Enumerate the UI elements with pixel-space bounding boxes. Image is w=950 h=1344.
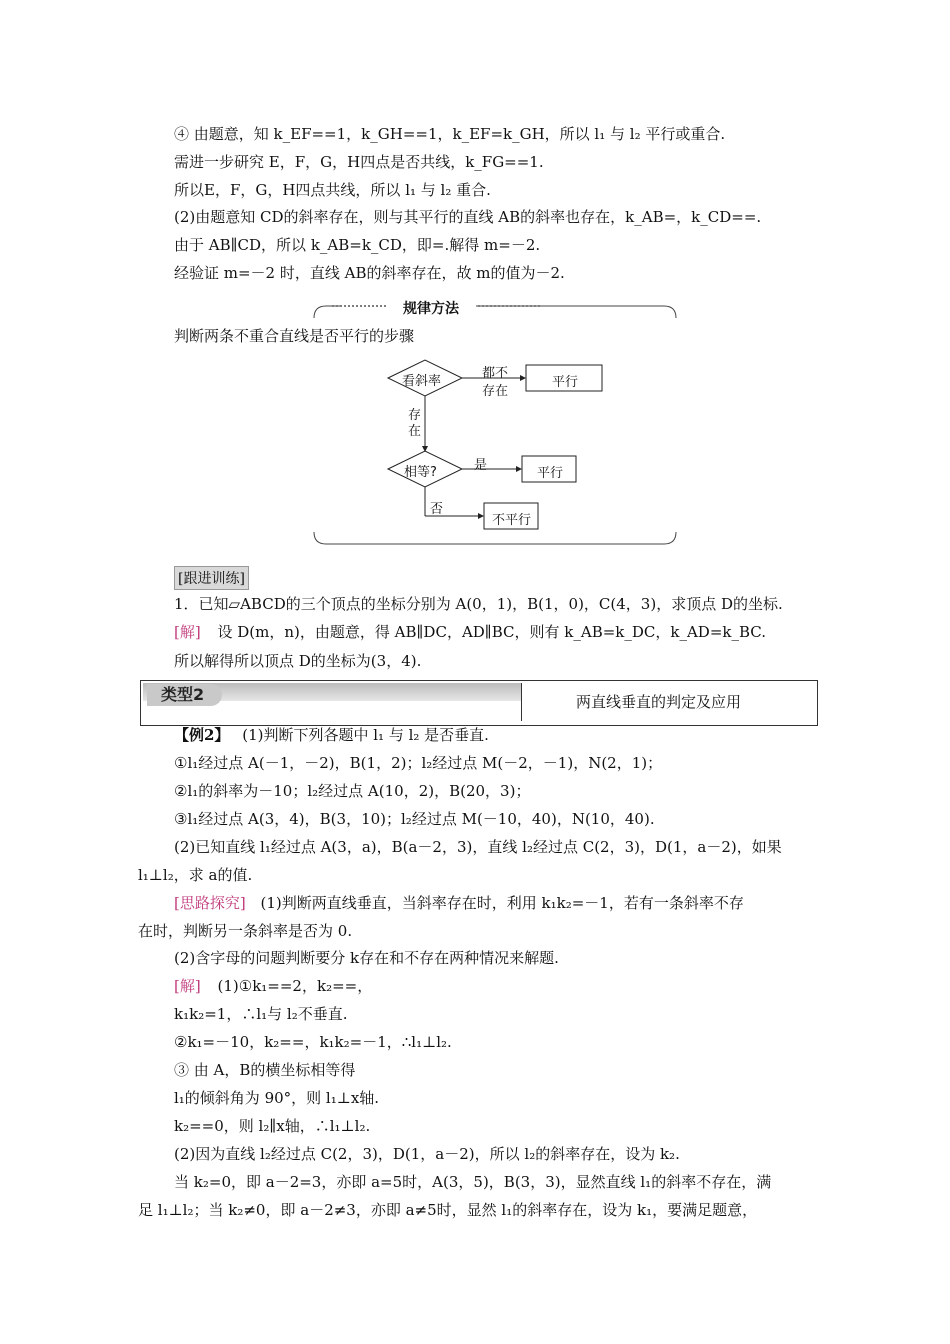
type-title: 两直线垂直的判定及应用 <box>576 693 742 711</box>
text-line: (2)由题意知 CD的斜率存在，则与其平行的直线 AB的斜率也存在，k_AB=，k_CD==. <box>174 208 762 226</box>
flow-result-parallel: 平行 <box>537 466 564 481</box>
example-text: (1)判断下列各题中 l₁ 与 l₂ 是否垂直. <box>242 726 489 744</box>
exercise-question: 1．已知▱ABCD的三个顶点的坐标分别为 A(0，1)，B(1，0)，C(4，3)，求顶点 D的坐标. <box>174 595 783 613</box>
flow-result-parallel: 平行 <box>552 375 579 390</box>
example-line: l₁⊥l₂，求 a的值. <box>138 866 253 884</box>
exercise-solution-2: 所以解得所以顶点 D的坐标为(3，4). <box>174 652 422 670</box>
flow-step-slope: 看斜率 <box>402 374 442 389</box>
exercise-solution <box>174 622 766 642</box>
text-line: 经验证 m=－2 时，直线 AB的斜率存在，故 m的值为－2. <box>174 264 565 282</box>
type-tag: 类型2 <box>147 684 222 706</box>
flow-no-label: 否 <box>430 502 444 517</box>
type-divider <box>521 683 522 721</box>
text-line: 由于 AB∥CD，所以 k_AB=k_CD，即=.解得 m=－2. <box>174 236 541 254</box>
solution-line: k₁k₂=1，∴l₁与 l₂不垂直. <box>174 1005 348 1023</box>
solution-label: [解] <box>174 623 201 641</box>
type-banner <box>140 680 818 726</box>
flow-step-equal: 相等? <box>404 465 437 480</box>
flow-branch-label: 都不 <box>482 366 509 381</box>
example-line: ③l₁经过点 A(3，4)，B(3，10)；l₂经过点 M(－10，40)，N(10，40). <box>174 810 655 828</box>
think-line: 在时，判断另一条斜率是否为 0. <box>138 922 353 940</box>
think-text: (1)判断两直线垂直，当斜率存在时，利用 k₁k₂=－1，若有一条斜率不存 <box>260 894 744 912</box>
solution-text: (1)①k₁==2，k₂==， <box>217 977 373 995</box>
text-line: 所以E，F，G，H四点共线，所以 l₁ 与 l₂ 重合. <box>174 181 491 199</box>
text-line: ④ 由题意，知 k_EF==1，k_GH==1，k_EF=k_GH，所以 l₁ 与 l₂ 平行或重合. <box>174 125 726 143</box>
followup-label: [跟进训练] <box>174 566 249 590</box>
solution-line: ②k₁=－10，k₂==，k₁k₂=－1，∴l₁⊥l₂. <box>174 1033 452 1051</box>
solution-text: 设 D(m，n)，由题意，得 AB∥DC，AD∥BC，则有 k_AB=k_DC，k_AD=k_BC. <box>217 623 766 641</box>
think-label: [思路探究] <box>174 894 246 912</box>
text-line: 需进一步研究 E，F，G，H四点是否共线，k_FG==1. <box>174 153 544 171</box>
flow-result-not-parallel: 不平行 <box>492 513 532 528</box>
flow-branch-label: 存在 <box>482 384 509 399</box>
example-label: 【例2】 <box>174 726 230 744</box>
flow-yes-label: 是 <box>474 458 488 473</box>
flow-down-label: 存 <box>408 408 422 423</box>
flow-down-label: 在 <box>408 424 422 439</box>
example-line: ②l₁的斜率为－10；l₂经过点 A(10，2)，B(20，3)； <box>174 782 531 800</box>
think-line <box>174 893 744 913</box>
solution-line: ③ 由 A，B的横坐标相等得 <box>174 1061 356 1079</box>
example-line: ①l₁经过点 A(－1，－2)，B(1，2)；l₂经过点 M(－2，－1)，N(2，1)； <box>174 754 663 772</box>
solution-line <box>174 976 372 996</box>
example-line <box>174 725 489 745</box>
solution-line: (2)因为直线 l₂经过点 C(2，3)，D(1，a－2)，所以 l₂的斜率存在，设为 k₂. <box>174 1145 680 1163</box>
solution-line: l₁的倾斜角为 90°，则 l₁⊥x轴. <box>174 1089 380 1107</box>
solution-line: 足 l₁⊥l₂；当 k₂≠0，即 a－2≠3，亦即 a≠5时，显然 l₁的斜率存在，设为 k₁，要满足题意， <box>138 1201 758 1219</box>
solution-label: [解] <box>174 977 201 995</box>
think-line: (2)含字母的问题判断要分 k存在和不存在两种情况来解题. <box>174 949 559 967</box>
method-title: 规律方法 <box>386 298 476 318</box>
example-line: (2)已知直线 l₁经过点 A(3，a)，B(a－2，3)，直线 l₂经过点 C(2，3)，D(1，a－2)，如果 <box>174 838 782 856</box>
solution-line: 当 k₂=0，即 a－2=3，亦即 a=5时，A(3，5)，B(3，3)，显然直线 l₁的斜率不存在，满 <box>174 1173 772 1191</box>
method-heading: 判断两条不重合直线是否平行的步骤 <box>174 327 415 345</box>
solution-line: k₂==0，则 l₂∥x轴，∴l₁⊥l₂. <box>174 1117 371 1135</box>
